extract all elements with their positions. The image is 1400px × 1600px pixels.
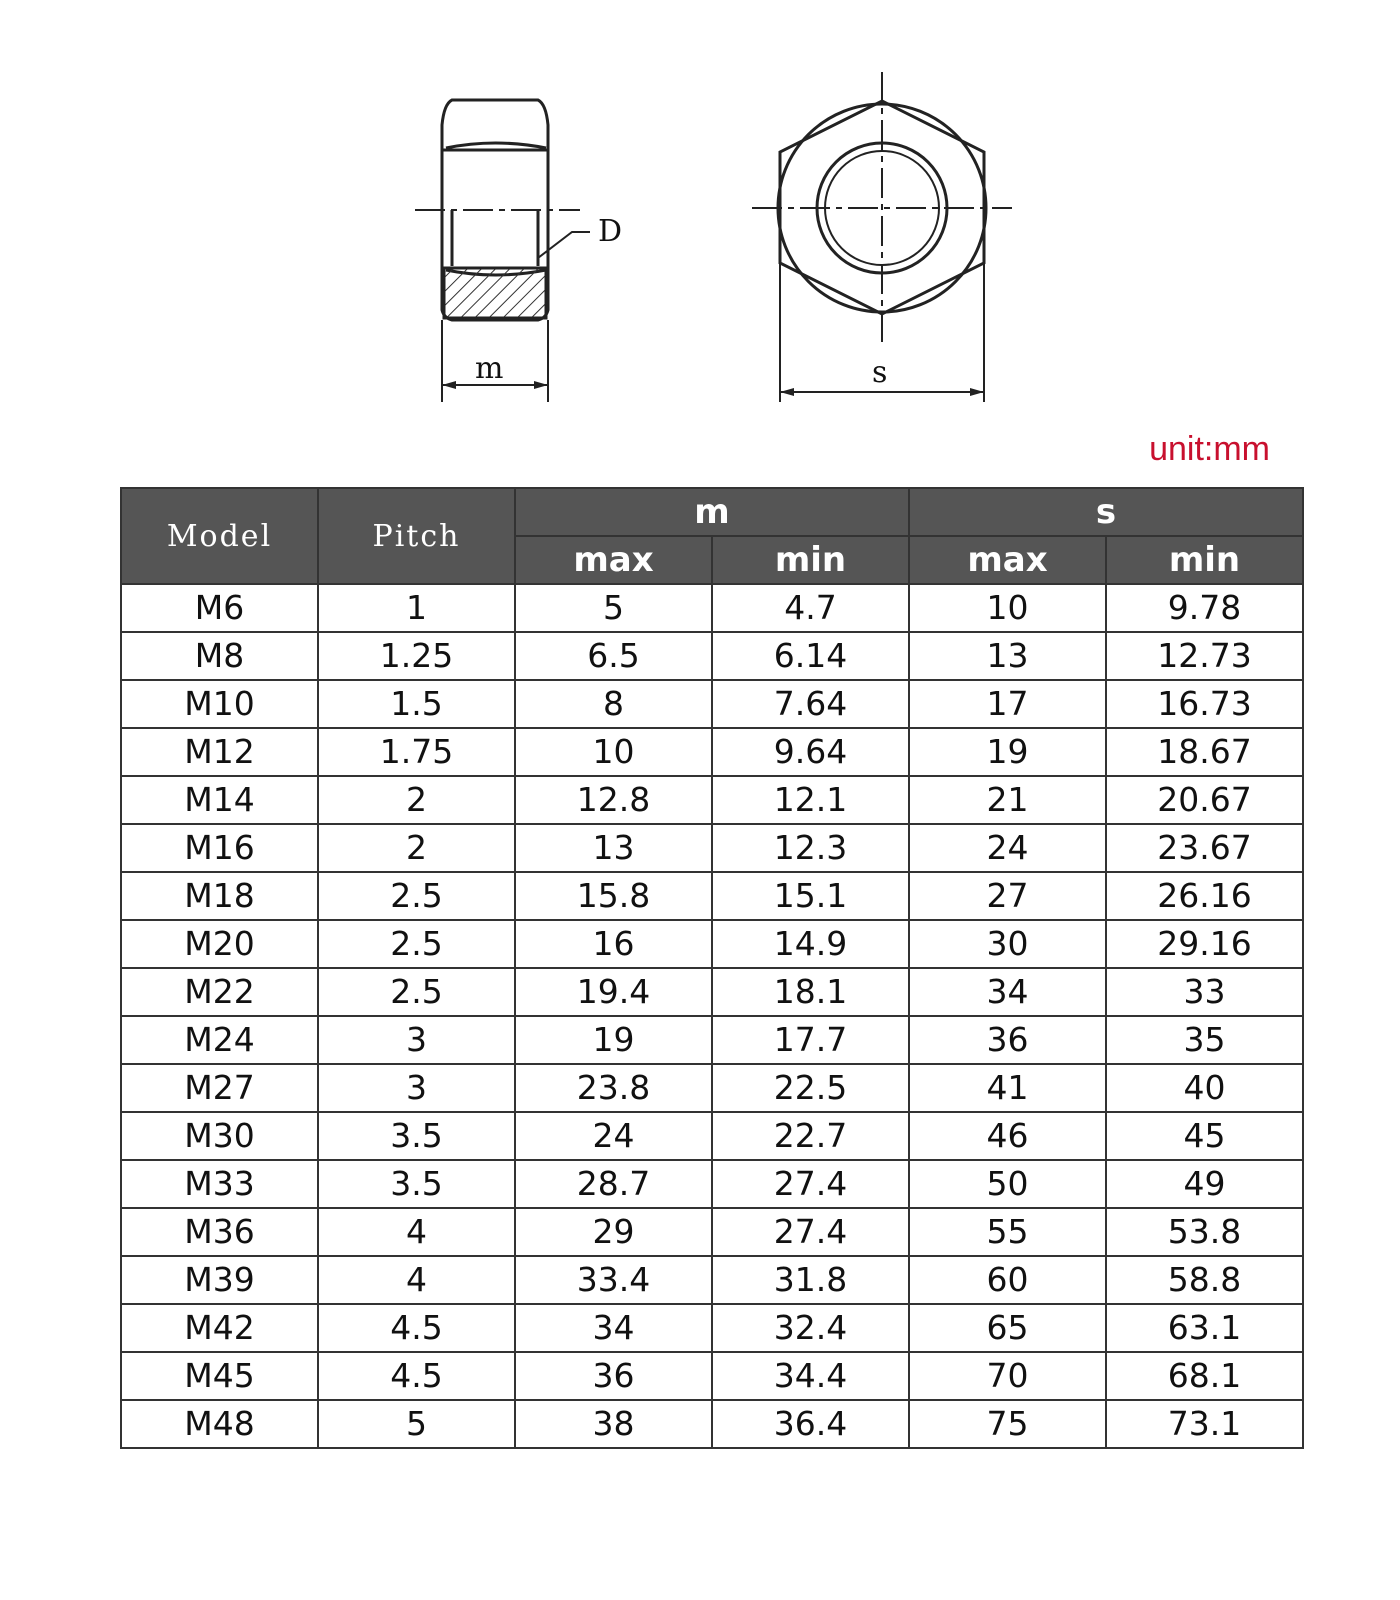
cell-s-max: 55 — [909, 1208, 1106, 1256]
cell-m-max: 12.8 — [515, 776, 712, 824]
cell-m-max: 19.4 — [515, 968, 712, 1016]
cell-s-max: 27 — [909, 872, 1106, 920]
cell-m-min: 7.64 — [712, 680, 909, 728]
cell-m-max: 19 — [515, 1016, 712, 1064]
cell-s-min: 29.16 — [1106, 920, 1303, 968]
cell-m-max: 6.5 — [515, 632, 712, 680]
cell-pitch: 4.5 — [318, 1352, 515, 1400]
cell-m-max: 15.8 — [515, 872, 712, 920]
cell-s-min: 35 — [1106, 1016, 1303, 1064]
cell-s-min: 26.16 — [1106, 872, 1303, 920]
label-s: s — [872, 355, 888, 390]
cell-model: M14 — [121, 776, 318, 824]
header-s-max: max — [909, 536, 1106, 584]
table-row — [121, 1352, 1303, 1400]
cell-m-min: 27.4 — [712, 1208, 909, 1256]
header-model: Model — [121, 488, 318, 584]
cell-m-max: 36 — [515, 1352, 712, 1400]
cell-m-min: 36.4 — [712, 1400, 909, 1448]
cell-s-min: 68.1 — [1106, 1352, 1303, 1400]
cell-model: M48 — [121, 1400, 318, 1448]
cell-s-max: 75 — [909, 1400, 1106, 1448]
cell-pitch: 5 — [318, 1400, 515, 1448]
header-m-min: min — [712, 536, 909, 584]
unit-label: unit:mm — [1149, 430, 1270, 468]
label-m: m — [475, 351, 504, 386]
label-d: D — [598, 214, 623, 249]
table-row — [121, 1400, 1303, 1448]
cell-s-max: 46 — [909, 1112, 1106, 1160]
cell-model: M42 — [121, 1304, 318, 1352]
table-row — [121, 920, 1303, 968]
cell-s-max: 24 — [909, 824, 1106, 872]
header-s-group: s — [909, 488, 1303, 536]
cell-m-min: 12.1 — [712, 776, 909, 824]
table-row — [121, 1064, 1303, 1112]
hex-nut-spec-table — [120, 487, 1304, 1449]
cell-s-min: 12.73 — [1106, 632, 1303, 680]
cell-pitch: 4.5 — [318, 1304, 515, 1352]
cell-pitch: 1.75 — [318, 728, 515, 776]
cell-s-max: 70 — [909, 1352, 1106, 1400]
cell-s-max: 10 — [909, 584, 1106, 632]
cell-s-max: 41 — [909, 1064, 1106, 1112]
nut-top-view — [752, 72, 1012, 402]
cell-s-min: 16.73 — [1106, 680, 1303, 728]
cell-model: M10 — [121, 680, 318, 728]
table-row — [121, 680, 1303, 728]
hex-nut-technical-drawing — [0, 0, 1400, 420]
table-row — [121, 1256, 1303, 1304]
cell-m-min: 14.9 — [712, 920, 909, 968]
cell-model: M8 — [121, 632, 318, 680]
cell-pitch: 3.5 — [318, 1112, 515, 1160]
header-s-min: min — [1106, 536, 1303, 584]
header-m-max: max — [515, 536, 712, 584]
cell-m-max: 28.7 — [515, 1160, 712, 1208]
cell-m-max: 38 — [515, 1400, 712, 1448]
cell-m-max: 10 — [515, 728, 712, 776]
cell-model: M22 — [121, 968, 318, 1016]
cell-model: M18 — [121, 872, 318, 920]
table-row — [121, 776, 1303, 824]
table-row — [121, 728, 1303, 776]
cell-pitch: 2.5 — [318, 968, 515, 1016]
table-row — [121, 968, 1303, 1016]
cell-m-min: 22.5 — [712, 1064, 909, 1112]
cell-s-max: 19 — [909, 728, 1106, 776]
cell-s-min: 45 — [1106, 1112, 1303, 1160]
cell-m-min: 6.14 — [712, 632, 909, 680]
cell-model: M36 — [121, 1208, 318, 1256]
table-row — [121, 584, 1303, 632]
table-row — [121, 824, 1303, 872]
cell-pitch: 2 — [318, 824, 515, 872]
cell-model: M6 — [121, 584, 318, 632]
cell-m-min: 22.7 — [712, 1112, 909, 1160]
header-pitch: Pitch — [318, 488, 515, 584]
cell-model: M20 — [121, 920, 318, 968]
cell-pitch: 2.5 — [318, 872, 515, 920]
cell-s-max: 30 — [909, 920, 1106, 968]
table-row — [121, 1304, 1303, 1352]
cell-m-max: 8 — [515, 680, 712, 728]
cell-m-max: 16 — [515, 920, 712, 968]
cell-m-min: 4.7 — [712, 584, 909, 632]
cell-pitch: 1 — [318, 584, 515, 632]
cell-s-min: 33 — [1106, 968, 1303, 1016]
table-row — [121, 632, 1303, 680]
cell-m-max: 5 — [515, 584, 712, 632]
cell-m-max: 24 — [515, 1112, 712, 1160]
table-row — [121, 872, 1303, 920]
cell-pitch: 4 — [318, 1208, 515, 1256]
table-row — [121, 1016, 1303, 1064]
cell-model: M24 — [121, 1016, 318, 1064]
cell-s-max: 21 — [909, 776, 1106, 824]
cell-model: M27 — [121, 1064, 318, 1112]
cell-m-min: 32.4 — [712, 1304, 909, 1352]
cell-pitch: 3 — [318, 1064, 515, 1112]
cell-m-max: 33.4 — [515, 1256, 712, 1304]
cell-s-min: 9.78 — [1106, 584, 1303, 632]
table-row — [121, 1208, 1303, 1256]
cell-s-max: 34 — [909, 968, 1106, 1016]
cell-s-max: 13 — [909, 632, 1106, 680]
cell-m-min: 34.4 — [712, 1352, 909, 1400]
cell-m-min: 12.3 — [712, 824, 909, 872]
cell-s-max: 65 — [909, 1304, 1106, 1352]
table-body — [121, 584, 1303, 1448]
cell-model: M30 — [121, 1112, 318, 1160]
table-row — [121, 1160, 1303, 1208]
cell-s-min: 58.8 — [1106, 1256, 1303, 1304]
cell-m-max: 23.8 — [515, 1064, 712, 1112]
cell-pitch: 2.5 — [318, 920, 515, 968]
header-m-group: m — [515, 488, 909, 536]
cell-s-min: 40 — [1106, 1064, 1303, 1112]
cell-pitch: 3 — [318, 1016, 515, 1064]
cell-model: M45 — [121, 1352, 318, 1400]
cell-m-min: 17.7 — [712, 1016, 909, 1064]
cell-s-max: 50 — [909, 1160, 1106, 1208]
cell-m-max: 13 — [515, 824, 712, 872]
cell-m-max: 34 — [515, 1304, 712, 1352]
cell-model: M39 — [121, 1256, 318, 1304]
table-row — [121, 1112, 1303, 1160]
cell-pitch: 2 — [318, 776, 515, 824]
cell-m-min: 15.1 — [712, 872, 909, 920]
cell-pitch: 1.25 — [318, 632, 515, 680]
cell-model: M16 — [121, 824, 318, 872]
cell-s-min: 18.67 — [1106, 728, 1303, 776]
cell-s-max: 36 — [909, 1016, 1106, 1064]
cell-m-max: 29 — [515, 1208, 712, 1256]
cell-pitch: 3.5 — [318, 1160, 515, 1208]
cell-s-min: 53.8 — [1106, 1208, 1303, 1256]
cell-s-max: 17 — [909, 680, 1106, 728]
cell-model: M12 — [121, 728, 318, 776]
cell-m-min: 31.8 — [712, 1256, 909, 1304]
cell-s-min: 49 — [1106, 1160, 1303, 1208]
cell-s-min: 20.67 — [1106, 776, 1303, 824]
cell-m-min: 27.4 — [712, 1160, 909, 1208]
cell-model: M33 — [121, 1160, 318, 1208]
cell-s-min: 63.1 — [1106, 1304, 1303, 1352]
cell-pitch: 4 — [318, 1256, 515, 1304]
cell-s-min: 23.67 — [1106, 824, 1303, 872]
cell-m-min: 9.64 — [712, 728, 909, 776]
cell-s-max: 60 — [909, 1256, 1106, 1304]
cell-m-min: 18.1 — [712, 968, 909, 1016]
cell-s-min: 73.1 — [1106, 1400, 1303, 1448]
cell-pitch: 1.5 — [318, 680, 515, 728]
